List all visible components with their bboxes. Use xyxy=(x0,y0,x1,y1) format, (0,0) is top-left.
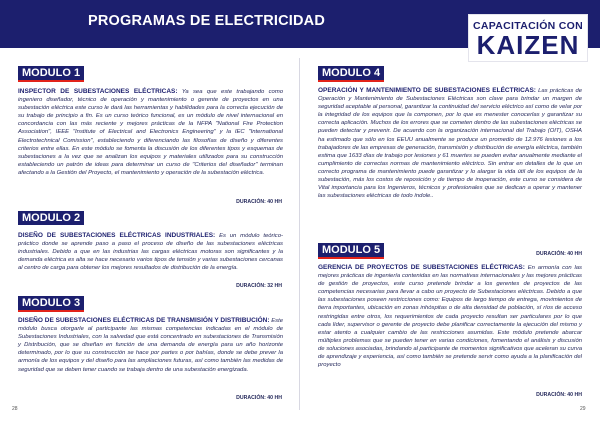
module-5-heading: GERENCIA DE PROYECTOS DE SUBESTACIONES ELÉCTRICAS: xyxy=(318,264,525,271)
page-number-left: 28 xyxy=(12,406,18,412)
brand-name: KAIZEN xyxy=(476,30,580,60)
module-2-duration: DURACIÓN: 32 HH xyxy=(236,283,282,289)
module-1-heading: INSPECTOR DE SUBESTACIONES ELÉCTRICAS: xyxy=(18,88,178,95)
module-2-body: Es un módulo teórico-práctico donde se aprende paso a paso el proceso de diseño de las subestaciones eléctricas industriales. Debido a que en las industrias las cargas eléctricas motoras son significantes y la demanda eléctrica es alta se hace necesario varios tipos de tensión y varias subestaciones cercanas al centro de carga para obtener los mejores resultados de distribución de la energía. xyxy=(18,233,283,272)
module-4-text xyxy=(318,87,582,200)
module-1-body: Ya sea que este trabajando como ingeniero diseñador, técnico de operación y mantenimiento o gerente de proyectos en una subestación eléctrica este curso le dará las herramientas y habilidades para la correcta ejecución de su trabajo de principio a fin. Es un curso teórico funcional, es un módulo de nivel internacional en concordancia con las más reciente y mejores prácticas de la NFPA "National Fire Protection Association", IEEE "Institute of Electrical and Electronics Engineering" y la IEC "International Electrotechnical Comission", estableciendo y diferenciando las filosofías de diseño y diferentes criterios entre ellas. En este módulo se fomenta la discusión de los diferentes tipos y esquemas de subestaciones a la vez que se analizan los equipos y materiales utilizados para su construcción estableciendo un patrón de ideas para determinar un curso de "Criterios del diseñador" terminan afectando a la Gestión del Proyecto, el mantenimiento y operación de la subestación eléctrica. xyxy=(18,89,284,176)
module-1-tag: MODULO 1 xyxy=(18,66,84,82)
module-3-heading: DISEÑO DE SUBESTACIONES ELÉCTRICAS DE TRANSMISIÓN Y DISTRIBUCIÓN: xyxy=(18,317,270,324)
module-5-text xyxy=(318,264,582,369)
module-2-tag: MODULO 2 xyxy=(18,211,84,225)
module-5-duration: DURACIÓN: 40 HH xyxy=(536,392,582,398)
module-3-text xyxy=(18,317,283,374)
module-5-body: En armonía con las mejores prácticas de ingeniería contenidas en las normativas internacionales y las mejores prácticas de gestión de proyectos, este curso pretende brindar a los gerentes de proyectos de las competencias necesarias para llevar a cabo un proyecto de Subestaciones eléctricas. Debido a que las subestaciones poseen restricciones como: Equipos de largo tiempo de entrega, movimientos de tierra importantes, ubicación en zonas inhóspitas o de alta densidad de población, sí ríos de acceso restringidas entre otros, los requerimientos de cada proyecto resultan ser particulares por lo que cada líder, supervisor o gerente de proyecto debe planificar correctamente la ejecución del mismo y estar atento a cualquier cambio de las restricciones asumidas. Este módulo pretende abarcar múltiples problemas que se pueden tener en varias condiciones, fomentando el análisis y discusión de soluciones asociadas, brindando al participante de momentos significativos que aceleran su curva de aprendizaje y experiencia, así como también se pretende servir como ayuda a la planificación del proyecto xyxy=(318,265,582,369)
module-3-tag: MODULO 3 xyxy=(18,296,84,312)
brand-tagline: CAPACITACIÓN CON xyxy=(473,20,583,32)
module-4-tag: MODULO 4 xyxy=(318,66,384,82)
module-4-heading: OPERACIÓN Y MANTENIMIENTO DE SUBESTACIONES ELÉCTRICAS: xyxy=(318,87,536,94)
page-number-right: 29 xyxy=(580,406,586,412)
brand-logo xyxy=(468,14,588,62)
module-2-heading: DISEÑO DE SUBESTACIONES ELÉCTRICAS INDUSTRIALES: xyxy=(18,232,216,239)
page-divider xyxy=(299,58,300,410)
module-3-body: Este módulo busca otorgarle al participante las mismas competencias indicadas en el módulo de Subestaciones Industriales, con la salvedad que está concentrado en subestaciones de Transmisión y Distribución, que se diseñan en función de una demanda de energía para un año horizonte determinado, por lo que su construcción se hace por partes o por bahías, donde se debe prever la armonía de los equipos y del diseño para las ampliaciones futuras, así como también las medidas de seguridad que se deben tener cuando se trabaja dentro de una subestación energizada. xyxy=(18,318,284,373)
page-title: PROGRAMAS DE ELECTRICIDAD xyxy=(88,13,326,29)
module-1-duration: DURACIÓN: 40 HH xyxy=(236,199,282,205)
module-1-text xyxy=(18,88,283,177)
module-5-tag: MODULO 5 xyxy=(318,243,384,259)
module-4-body: Las prácticas de Operación y Mantenimiento de Subestaciones Eléctricas son clave para brindar un margen de seguridad aceptable al personal, garantizar la continuidad del servicio eléctrico así como de velar por la integridad de los equipos que la componen, por lo que es menester conocerlas y garantizar su correcta aplicación. Muchos de los errores que se cometen dentro de las subestaciones eléctricas se pueden detectar y prevenir. De acuerdo con la organización internacional del Trabajo (OIT), OSHA ha estimado que sólo en los EEUU anualmente se produce un promedio de 12.976 lesiones a los trabajadores de las empresas de generación, transmisión y distribución de energía eléctrica, también estima que 1633 días de trabajo por lesiones y 61 muertes se pueden evitar anualmente mediante el cumplimiento de correctas normas de mantenimiento eléctrico. Sin entrar en detalles de lo que un correcto programa de mantenimiento puede garantizar y lo alargar la vida útil de los equipos de la subestación, más los costos de reposición y de tiempo de inoperación, este curso se considera de Vital importancia para los Ingenieros, técnicos y profesionales que se dedican a operar y mantener las subestaciones eléctricas de todo índole.. xyxy=(318,88,582,200)
module-2-text xyxy=(18,232,283,272)
module-4-duration: DURACIÓN: 40 HH xyxy=(536,251,582,257)
module-3-duration: DURACIÓN: 40 HH xyxy=(236,395,282,401)
